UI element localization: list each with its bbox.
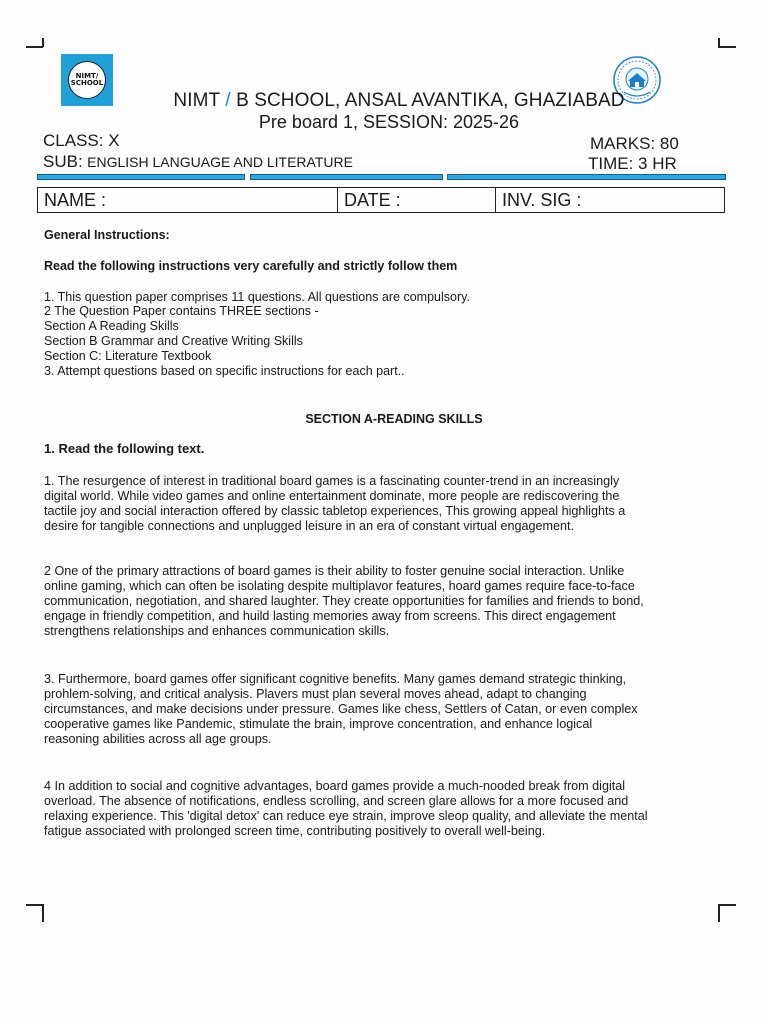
section-a-title: SECTION A-READING SKILLS xyxy=(305,412,483,426)
instruction-item: Section B Grammar and Creative Writing Skills xyxy=(44,334,303,348)
paragraph-line: fatigue associated with prolonged screen time, contributing positively to overall well-being. xyxy=(44,824,546,838)
paragraph-line: reasoning abilities across all age groups. xyxy=(44,732,272,746)
paragraph-line: prohlem-solving, and critical analysis. Plavers must plan several moves ahead, adapt to changing xyxy=(44,687,587,701)
paragraph-line: relaxing experience. This 'digital detox' can reduce eye strain, improve sleop quality, and alleviate the mental xyxy=(44,809,648,823)
passage-paragraph-1 xyxy=(44,474,724,534)
instruction-item: Section A Reading Skills xyxy=(44,319,179,333)
subject-name: ENGLISH LANGUAGE AND LITERATURE xyxy=(87,154,353,170)
class-label: CLASS: X xyxy=(43,131,120,150)
school-name-prefix: NIMT xyxy=(173,90,220,111)
instruction-item: 1. This question paper comprises 11 questions. All questions are compulsory. xyxy=(44,290,470,304)
paragraph-line: 1. The resurgence of interest in traditional board games is a fascinating counter-trend in an increasingly xyxy=(44,474,620,488)
header-rule-3 xyxy=(447,174,726,180)
paragraph-line: 3. Furthermore, board games offer significant cognitive benefits. Many games demand strategic thinking, xyxy=(44,672,627,686)
paragraph-line: communication, negotiation, and shared laughter. They create opportunities for families and friends to bond, xyxy=(44,594,644,608)
paragraph-line: tactile joy and social interaction offered by classic tabletop experiences, This growing appeal highlights a xyxy=(44,504,626,518)
paragraph-line: 4 In addition to social and cognitive advantages, board games provide a much-nooded break from digital xyxy=(44,779,626,793)
corner-mark-top-right-v xyxy=(718,38,720,47)
date-field: DATE : xyxy=(338,188,496,212)
paragraph-line: cooperative games like Pandemic, stimulate the brain, improve concentration, and enhance logical xyxy=(44,717,593,731)
passage-paragraph-2 xyxy=(44,564,724,639)
school-name-rest: B SCHOOL, ANSAL AVANTIKA, GHAZIABAD xyxy=(236,90,625,111)
instructions-heading: General Instructions: xyxy=(44,228,170,242)
corner-mark-bottom-left-v xyxy=(42,904,44,922)
corner-mark-top-right xyxy=(718,46,736,48)
exam-session: Pre board 1, SESSION: 2025-26 xyxy=(258,112,520,132)
marks-label: MARKS: 80 xyxy=(590,134,679,153)
name-field: NAME : xyxy=(38,188,338,212)
paragraph-line: overload. The absence of notifications, endless scrolling, and screen glare allows for a more focused and xyxy=(44,794,629,808)
subject-prefix: SUB: xyxy=(43,152,83,171)
paragraph-line: engage in friendly competition, and huild lasting memories away from screens. This direct engagement xyxy=(44,609,616,623)
paragraph-line: 2 One of the primary attractions of board games is their ability to foster genuine social interaction. Unlike xyxy=(44,564,625,578)
instruction-item: Section C: Literature Textbook xyxy=(44,349,212,363)
paragraph-line: circumstances, and make decisions under pressure. Games like chess, Settlers of Catan, or even complex xyxy=(44,702,638,716)
header-rule-1 xyxy=(37,174,245,180)
time-label: TIME: 3 HR xyxy=(588,154,677,173)
subject-line xyxy=(43,152,353,172)
instructions-lead: Read the following instructions very carefully and strictly follow them xyxy=(44,259,458,273)
corner-mark-top-left xyxy=(26,46,43,48)
paragraph-line: desire for tangible connections and unplugged leisure in an era of constant virtual engagement. xyxy=(44,519,574,533)
instruction-item: 2 The Question Paper contains THREE sections - xyxy=(44,304,319,318)
paragraph-line: digital world. While video games and online entertainment dominate, more people are rediscovering the xyxy=(44,489,620,503)
school-logo-text-2: SCHOOL xyxy=(70,79,104,87)
instruction-item: 3. Attempt questions based on specific instructions for each part.. xyxy=(44,364,405,378)
corner-mark-bottom-right-v xyxy=(718,904,720,922)
paragraph-line: online gaming, which can often be isolating despite multiplavor features, hoard games require face-to-face xyxy=(44,579,635,593)
question-1-heading: 1. Read the following text. xyxy=(44,441,205,456)
corner-mark-bottom-right xyxy=(718,904,736,906)
corner-mark-top-left-v xyxy=(42,38,44,47)
school-name-slash: / xyxy=(225,90,231,111)
header-rule-2 xyxy=(250,174,443,180)
student-details-box xyxy=(37,187,725,213)
corner-mark-bottom-left xyxy=(26,904,43,906)
passage-paragraph-4 xyxy=(44,779,724,839)
invigilator-signature-field: INV. SIG : xyxy=(502,190,582,210)
paragraph-line: strengthens relationships and enhances communication skills. xyxy=(44,624,390,638)
school-name xyxy=(0,90,768,112)
school-logo-text-1: NIMT/ xyxy=(75,72,99,80)
passage-paragraph-3 xyxy=(44,672,724,747)
